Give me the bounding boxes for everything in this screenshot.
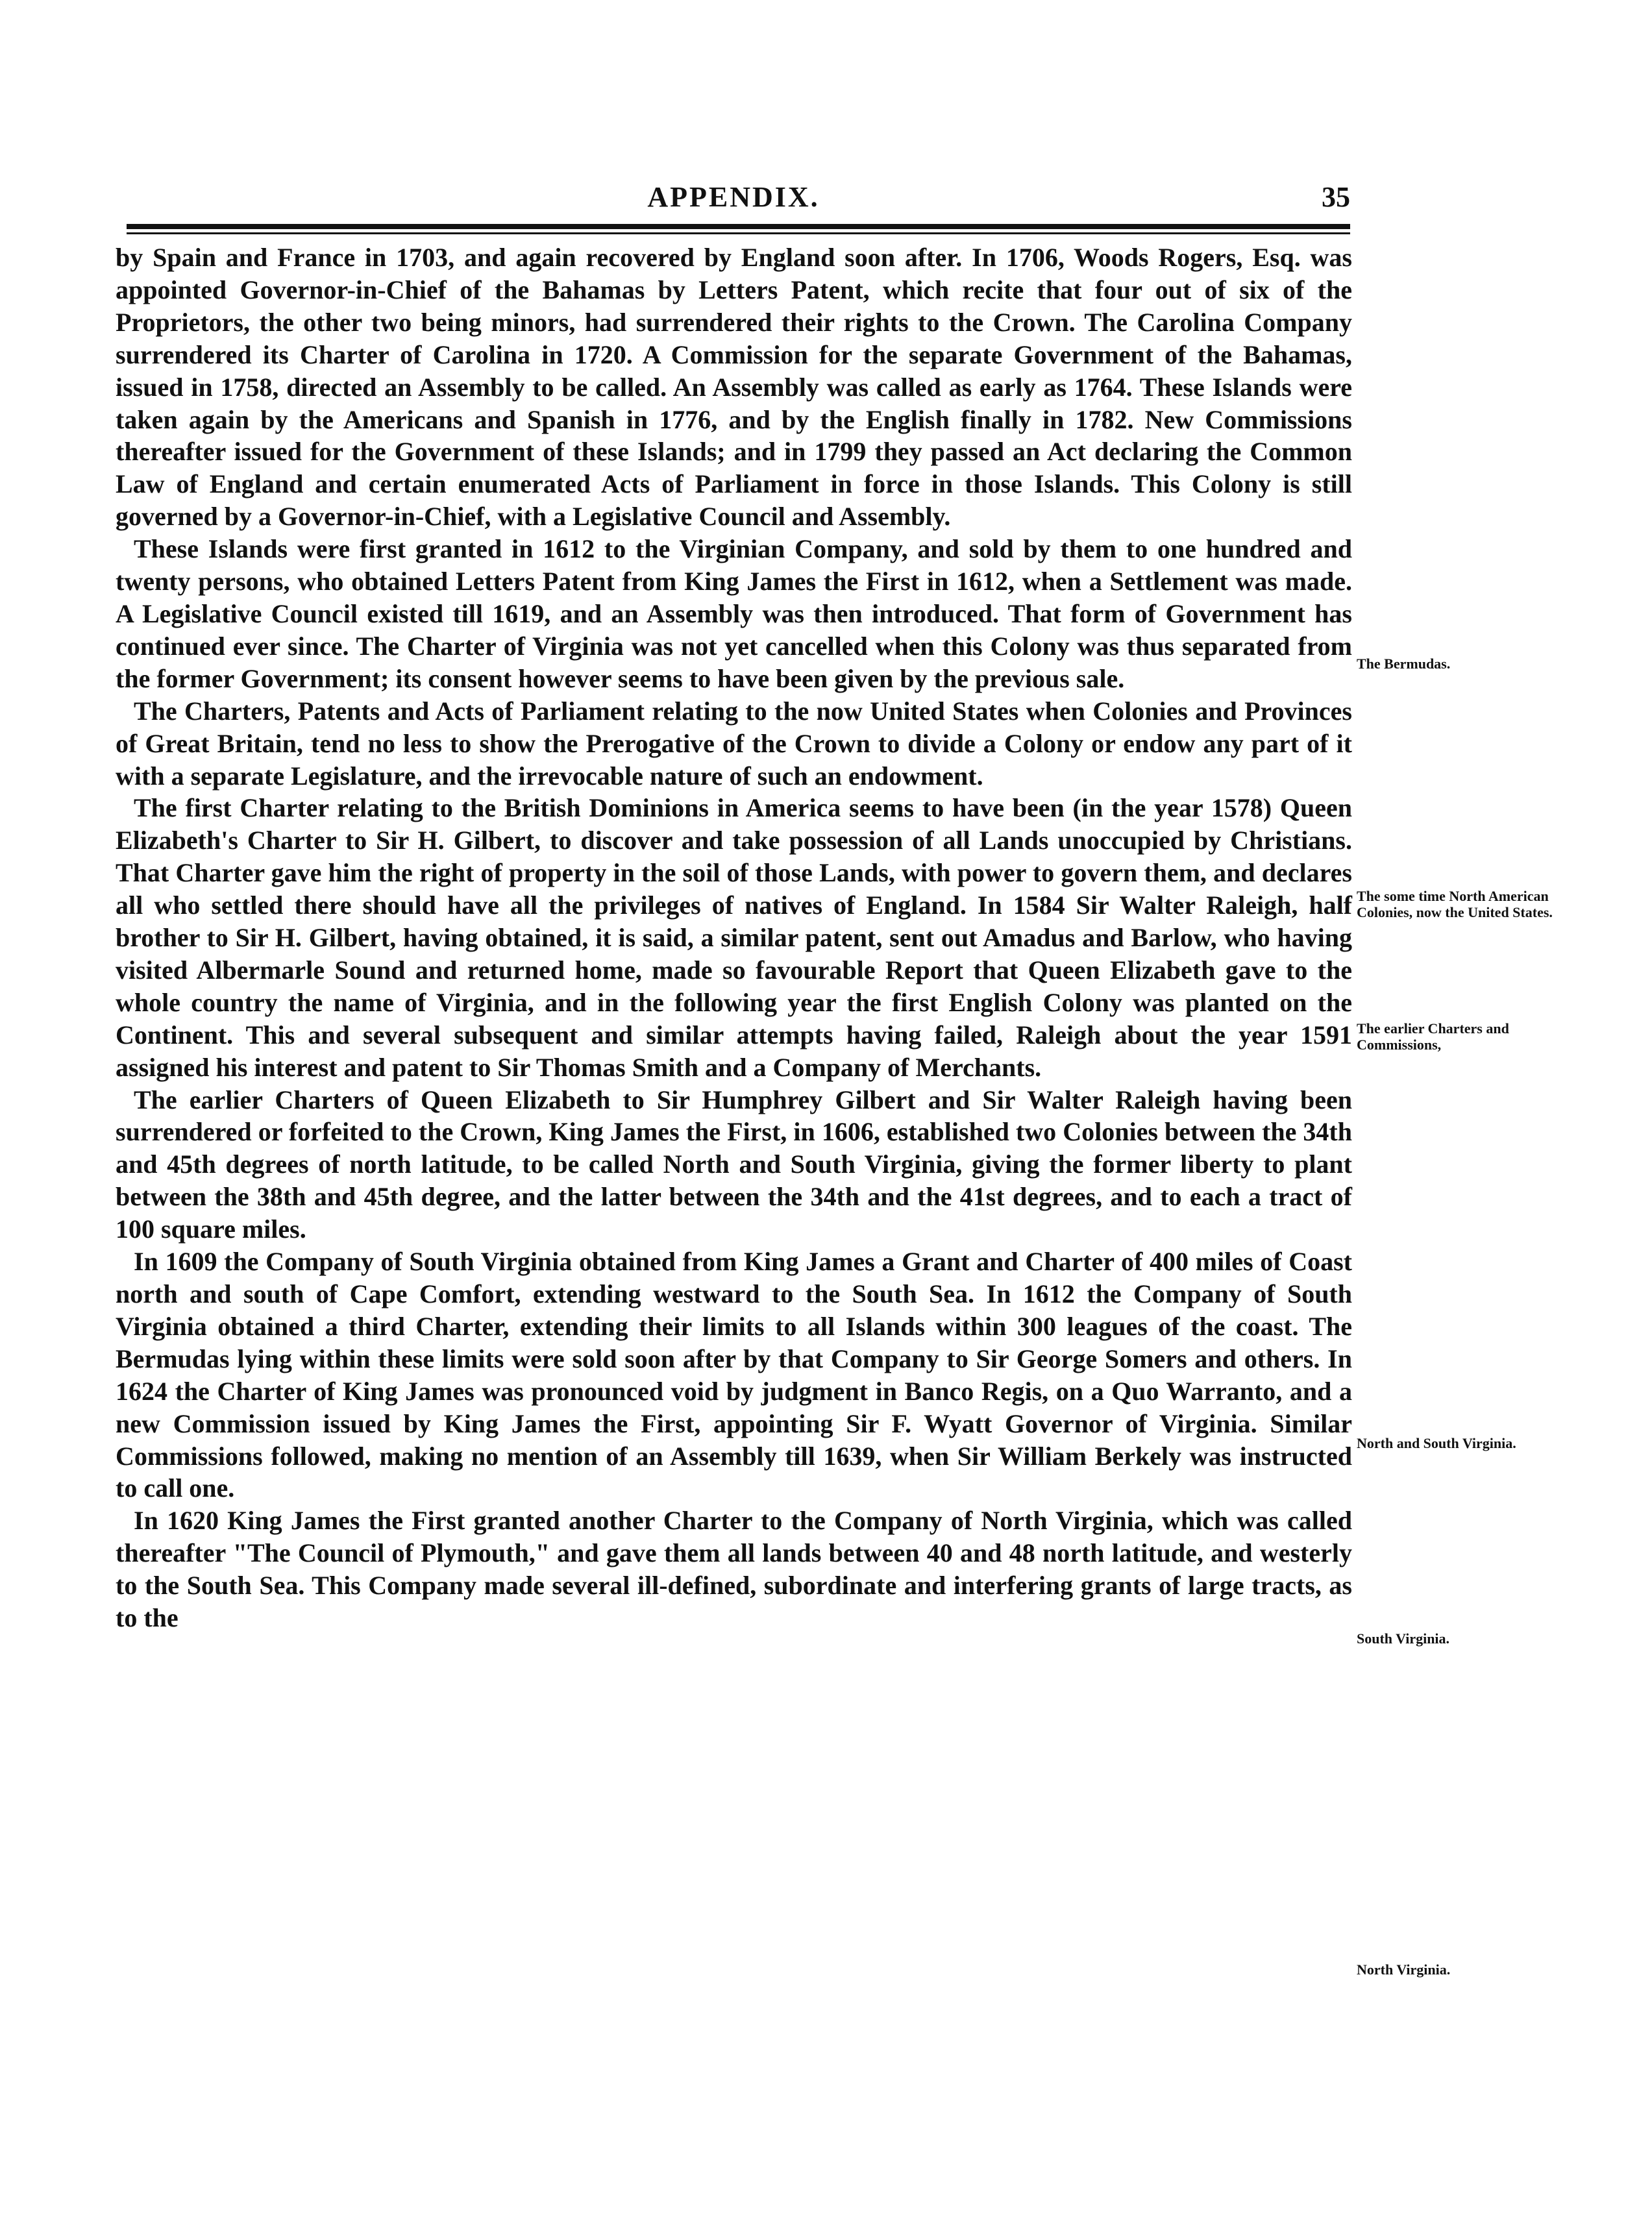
paragraph-south-virginia: In 1609 the Company of South Virginia obtained from King James a Grant and Charter of 400 miles of Coast north and south of Cape Comfort, extending westward to the South Sea. In 1612 the Company of South Virginia obtained a third Charter, extending their limits to all Islands within 300 leagues of the coast. The Bermudas lying within these limits were sold soon after by that Company to Sir George Somers and others. In 1624 the Charter of King James was pronounced void by judgment in Banco Regis, on a Quo Warranto, and a new Commission issued by King James the First, appointing Sir F. Wyatt Governor of Virginia. Similar Commissions followed, making no mention of an Assembly till 1639, when Sir William Berkely was instructed to call one.	[116, 1247, 1352, 1503]
header-rule-thin	[127, 232, 1350, 234]
paragraph-bahamas-continued: by Spain and France in 1703, and again recovered by England soon after. In 1706, Woods Rogers, Esq. was appointed Governor-in-Chief of the Bahamas by Letters Patent, which recite that four out of six of the Proprietors, the other two being minors, had surrendered their rights to the Crown. The Carolina Company surrendered its Charter of Carolina in 1720. A Commission for the separate Government of the Bahamas, issued in 1758, directed an Assembly to be called. An Assembly was called as early as 1764. These Islands were taken again by the Americans and Spanish in 1776, and by the English finally in 1782. New Commissions thereafter issued for the Government of these Islands; and in 1799 they passed an Act declaring the Common Law of England and certain enumerated Acts of Parliament in force in those Islands. This Colony is still governed by a Governor-in-Chief, with a Legislative Council and Assembly.	[116, 243, 1352, 532]
main-text	[116, 241, 1352, 1634]
margin-note-earlier-charters: The earlier Charters and Commissions,	[1357, 1020, 1509, 1053]
margin-note-north-virginia: North Virginia.	[1357, 1961, 1451, 1978]
paragraph-earlier-charters: The first Charter relating to the British Dominions in America seems to have been (in the year 1578) Queen Elizabeth's Charter to Sir H. Gilbert, to discover and take possession of all Lands unoccupied by Christians. That Charter gave him the right of property in the soil of those Lands, with power to govern them, and declares all who settled there should have all the privileges of natives of England. In 1584 Sir Walter Raleigh, half brother to Sir H. Gilbert, having obtained, it is said, a similar patent, sent out Amadus and Barlow, who having visited Albermarle Sound and returned home, made so favourable Report that Queen Elizabeth gave to the whole country the name of Virginia, and in the following year the first English Colony was planted on the Continent. This and several subsequent and similar attempts having failed, Raleigh about the year 1591 assigned his interest and patent to Sir Thomas Smith and a Company of Merchants.	[116, 793, 1352, 1082]
margin-note-north-south-virginia: North and South Virginia.	[1357, 1435, 1516, 1451]
paragraph-bermudas: These Islands were first granted in 1612 to the Virginian Company, and sold by them to one hundred and twenty persons, who obtained Letters Patent from King James the First in 1612, when a Settlement was made. A Legislative Council existed till 1619, and an Assembly was then introduced. That form of Government has continued ever since. The Charter of Virginia was not yet cancelled when this Colony was thus separated from the former Government; its consent however seems to have been given by the previous sale.	[116, 534, 1352, 693]
paragraph-north-south-virginia: The earlier Charters of Queen Elizabeth to Sir Humphrey Gilbert and Sir Walter Raleigh having been surrendered or forfeited to the Crown, King James the First, in 1606, established two Colonies between the 34th and 45th degrees of north latitude, to be called North and South Virginia, giving the former liberty to plant between the 38th and 45th degree, and the latter between the 34th and the 41st degrees, and to each a tract of 100 square miles.	[116, 1085, 1352, 1244]
running-title: APPENDIX.	[647, 181, 820, 213]
page-header	[117, 175, 1350, 221]
margin-note-bermudas: The Bermudas.	[1357, 656, 1451, 672]
header-rule-thick	[127, 224, 1350, 229]
paragraph-united-states: The Charters, Patents and Acts of Parliament relating to the now United States when Colonies and Provinces of Great Britain, tend no less to show the Prerogative of the Crown to divide a Colony or endow any part of it with a separate Legislature, and the irrevocable nature of such an endowment.	[116, 696, 1352, 791]
margin-note-south-virginia: South Virginia.	[1357, 1630, 1450, 1647]
page-number: 35	[1322, 181, 1350, 213]
paragraph-north-virginia: In 1620 King James the First granted another Charter to the Company of North Virginia, which was called thereafter "The Council of Plymouth," and gave them all lands between 40 and 48 north latitude, and westerly to the South Sea. This Company made several ill-defined, subordinate and interfering grants of large tracts, as to the	[116, 1506, 1352, 1633]
margin-note-united-states: The some time North American Colonies, now the United States.	[1357, 888, 1553, 920]
